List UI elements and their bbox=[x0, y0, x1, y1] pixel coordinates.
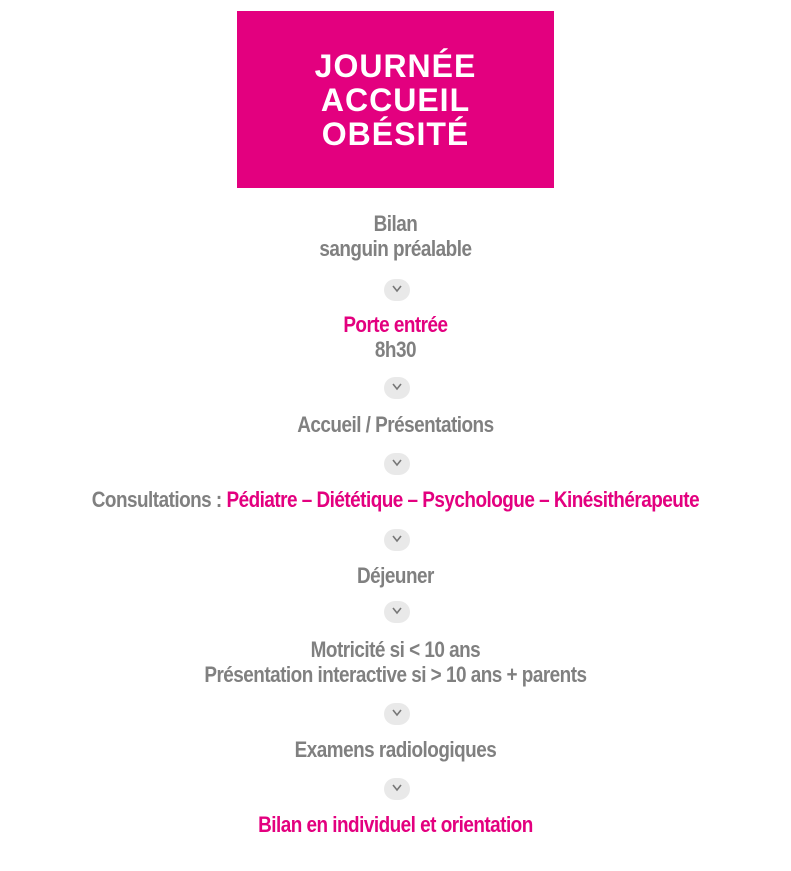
connector-arrow-4 bbox=[384, 529, 410, 551]
step-5-line-1: Déjeuner bbox=[356, 563, 434, 588]
connector-arrow-5 bbox=[384, 601, 410, 623]
step-dejeuner bbox=[55, 563, 735, 588]
connector-arrow-1 bbox=[384, 279, 410, 301]
title-banner bbox=[237, 11, 554, 188]
step-examens-radiologiques bbox=[55, 737, 735, 762]
step-consultations bbox=[55, 487, 735, 512]
connector-arrow-6 bbox=[384, 703, 410, 725]
step-1-line-2: sanguin préalable bbox=[319, 236, 472, 261]
consultations-specialties: Pédiatre – Diététique – Psychologue – Kinésithérapeute bbox=[226, 487, 700, 512]
step-bilan-individuel bbox=[55, 812, 735, 837]
step-accueil bbox=[55, 412, 735, 437]
chevron-down-icon bbox=[392, 285, 402, 293]
consultations-label: Consultations : bbox=[91, 487, 227, 512]
step-2-line-1: Porte entrée bbox=[343, 312, 448, 337]
step-porte-entree bbox=[55, 312, 735, 362]
step-6-line-2: Présentation interactive si > 10 ans + parents bbox=[204, 662, 587, 687]
connector-arrow-7 bbox=[384, 778, 410, 800]
step-2-time: 8h30 bbox=[374, 337, 416, 362]
step-8-line-1: Bilan en individuel et orientation bbox=[258, 812, 533, 837]
chevron-down-icon bbox=[392, 535, 402, 543]
step-7-line-1: Examens radiologiques bbox=[294, 737, 497, 762]
title-line-3: OBÉSITÉ bbox=[321, 115, 470, 152]
chevron-down-icon bbox=[392, 784, 402, 792]
chevron-down-icon bbox=[392, 709, 402, 717]
chevron-down-icon bbox=[392, 459, 402, 467]
chevron-down-icon bbox=[392, 607, 402, 615]
title-line-2: ACCUEIL bbox=[320, 81, 471, 118]
title-line-1: JOURNÉE bbox=[314, 47, 477, 84]
step-bilan-sanguin bbox=[55, 211, 735, 261]
connector-arrow-3 bbox=[384, 453, 410, 475]
connector-arrow-2 bbox=[384, 377, 410, 399]
step-1-line-1: Bilan bbox=[373, 211, 418, 236]
step-6-line-1: Motricité si < 10 ans bbox=[310, 637, 481, 662]
step-3-line-1: Accueil / Présentations bbox=[297, 412, 494, 437]
chevron-down-icon bbox=[392, 383, 402, 391]
step-motricite bbox=[55, 637, 735, 687]
